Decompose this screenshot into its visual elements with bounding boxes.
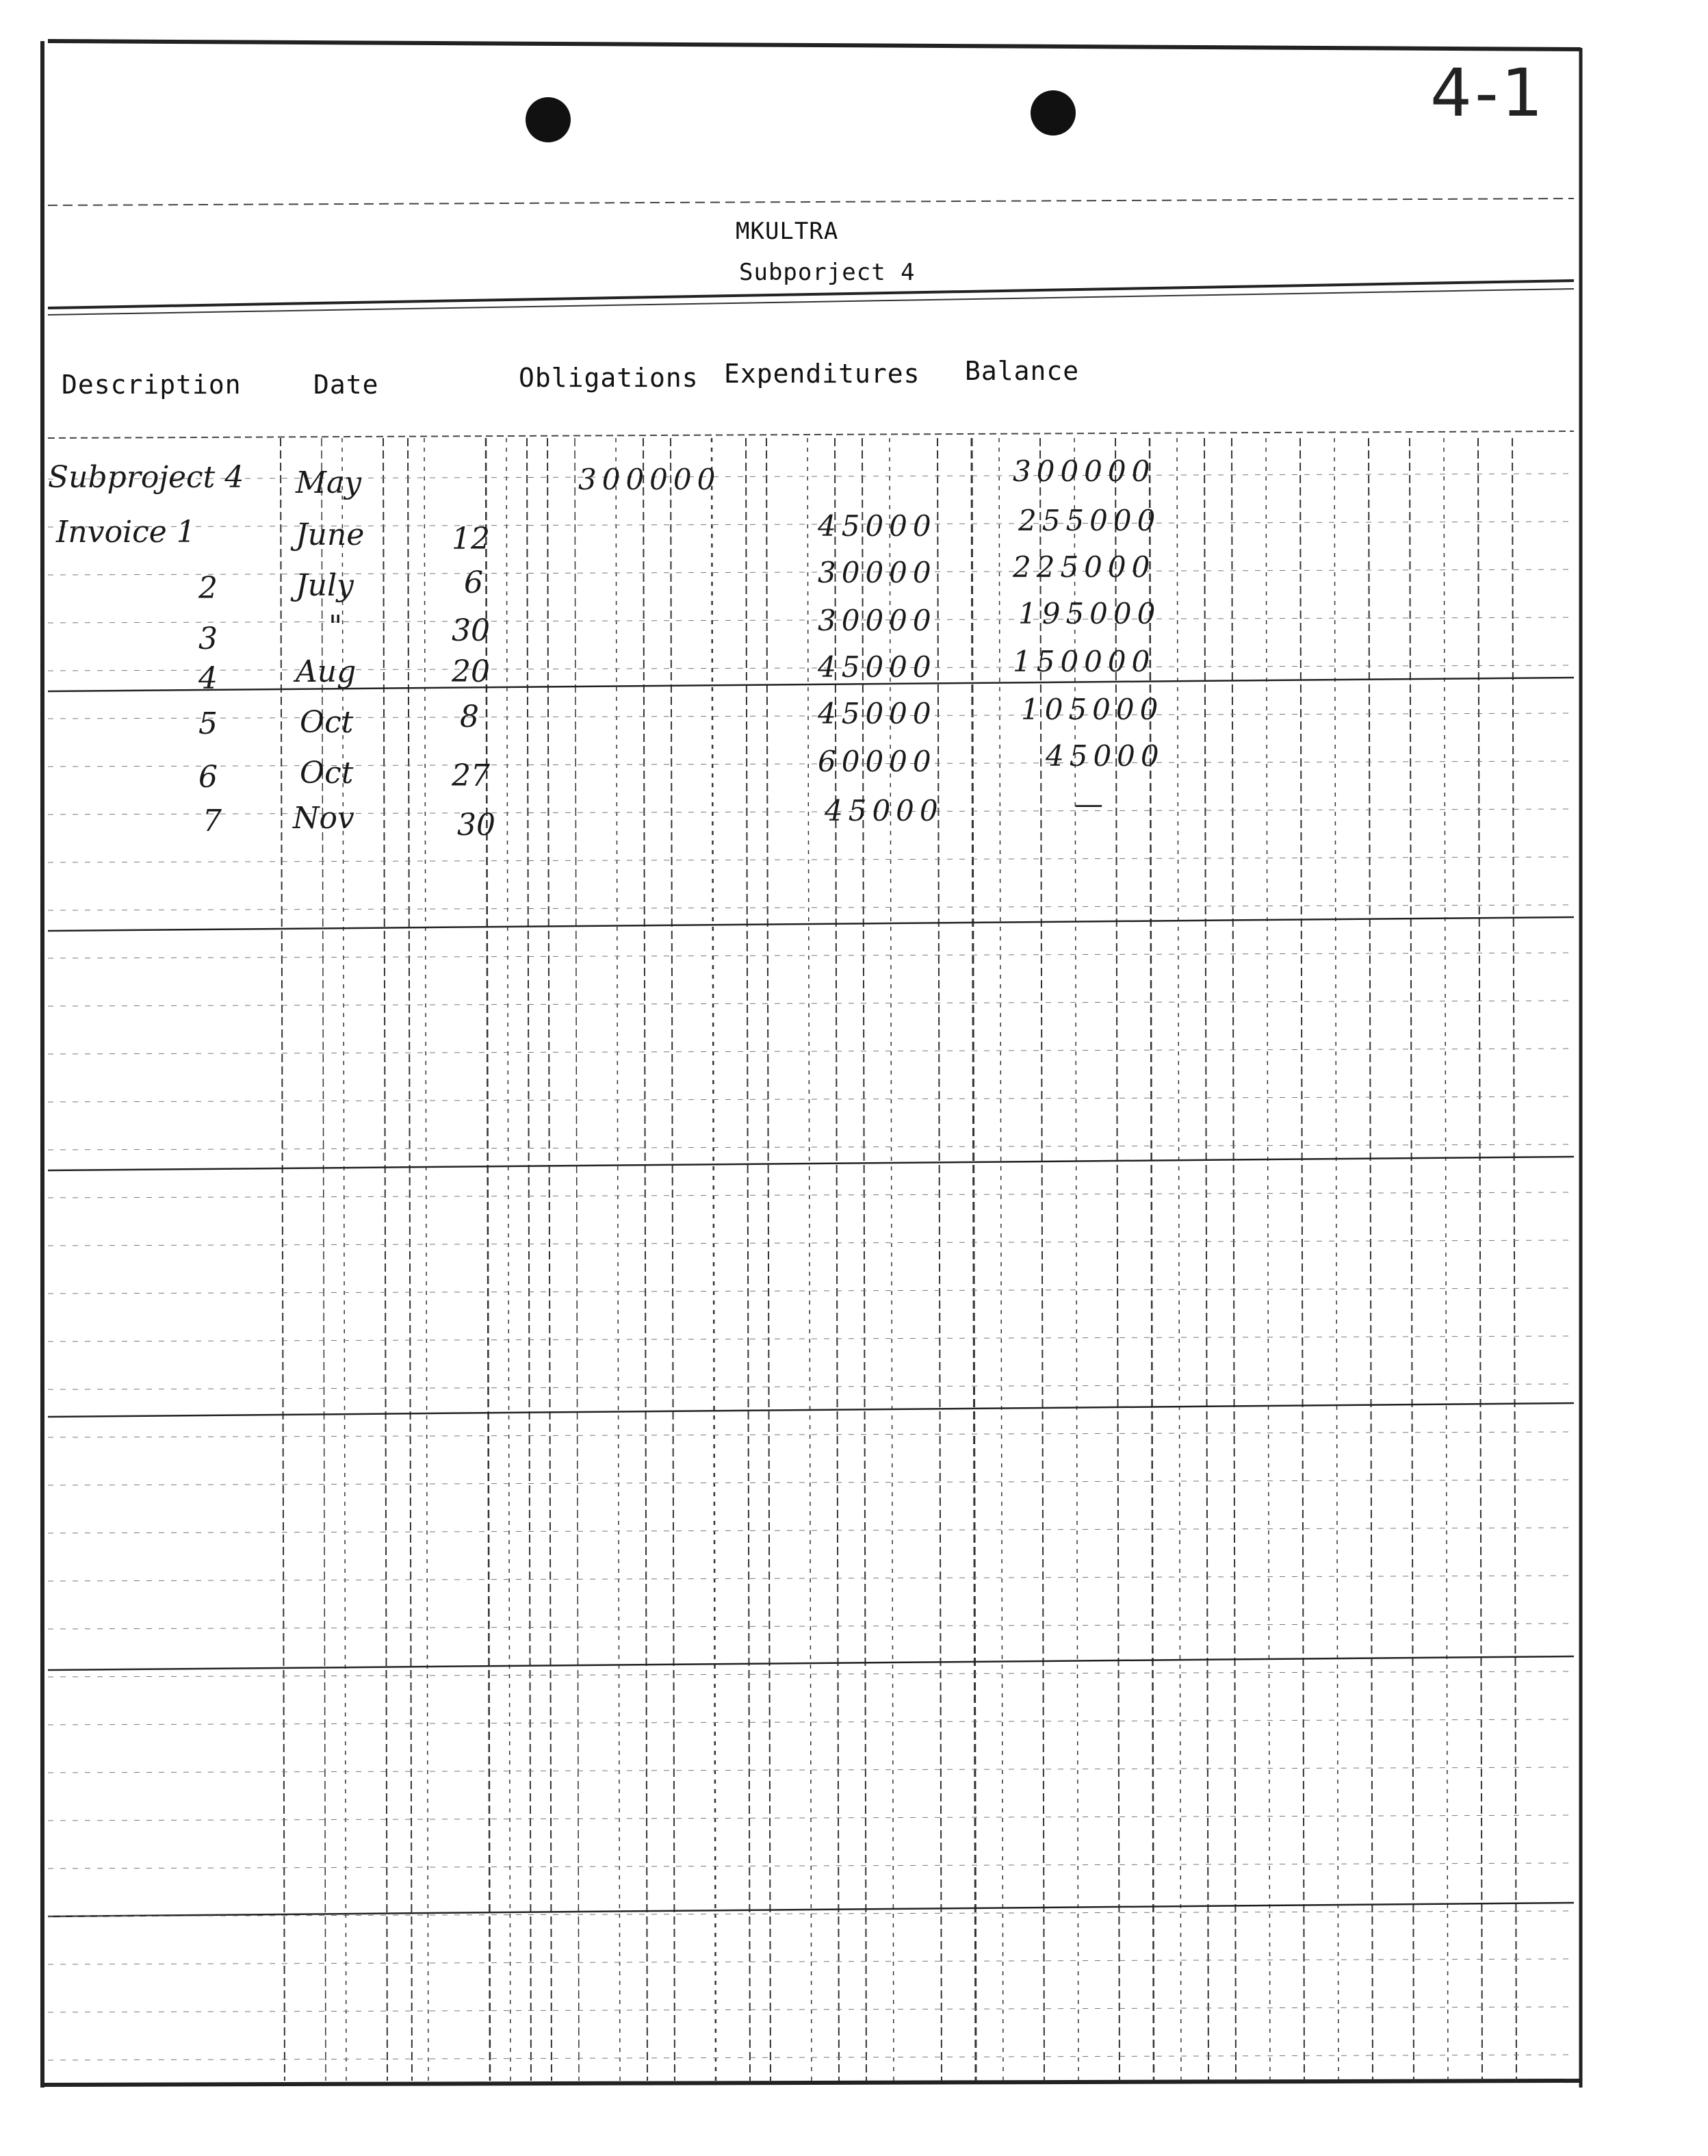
row-rule xyxy=(48,1576,1574,1581)
column-ruling xyxy=(1300,438,1304,2081)
row-expenditures: 30000 xyxy=(818,604,937,637)
column-ruling xyxy=(383,438,387,2081)
column-ruling xyxy=(1444,438,1448,2081)
row-description: 7 xyxy=(203,804,222,838)
block-rule xyxy=(48,678,1574,691)
header-rule-double xyxy=(48,289,1574,315)
row-rule xyxy=(48,617,1574,623)
column-ruling xyxy=(547,438,552,2081)
column-header-expenditures: Expenditures xyxy=(724,359,920,389)
row-balance: 45000 xyxy=(1046,739,1165,773)
column-ruling xyxy=(408,438,412,2081)
column-ruling xyxy=(506,438,510,2081)
column-ruling xyxy=(1150,438,1154,2081)
row-balance: 300000 xyxy=(1013,454,1156,488)
row-balance: 105000 xyxy=(1021,693,1164,726)
row-rule xyxy=(48,857,1574,862)
row-description: Subproject 4 xyxy=(48,460,244,495)
top-border xyxy=(48,41,1581,49)
row-rule xyxy=(48,522,1574,527)
row-day: 27 xyxy=(452,758,490,793)
column-ruling xyxy=(1410,438,1414,2081)
document-subtitle: Subporject 4 xyxy=(739,259,916,286)
row-balance: 255000 xyxy=(1018,504,1161,537)
row-rule xyxy=(48,761,1574,767)
row-rule xyxy=(48,1384,1574,1389)
row-rule xyxy=(48,1528,1574,1533)
punch-hole-right xyxy=(1031,90,1076,136)
row-day: 6 xyxy=(464,565,483,600)
row-balance: 225000 xyxy=(1013,550,1156,584)
column-header-balance: Balance xyxy=(965,356,1080,386)
column-header-obligations: Obligations xyxy=(519,363,699,393)
row-day: 30 xyxy=(452,613,490,648)
column-ruling xyxy=(1266,438,1270,2081)
column-ruling xyxy=(281,438,285,2081)
row-rule xyxy=(48,569,1574,575)
row-day: 20 xyxy=(452,654,490,689)
row-month: July xyxy=(296,568,354,603)
row-balance: 195000 xyxy=(1018,597,1161,630)
column-ruling xyxy=(1232,438,1236,2081)
bottom-border xyxy=(42,2081,1581,2085)
column-ruling xyxy=(424,438,428,2081)
row-expenditures: 45000 xyxy=(818,697,937,730)
row-day: 8 xyxy=(460,700,479,734)
row-description: 5 xyxy=(198,706,218,741)
row-rule xyxy=(48,1001,1574,1006)
row-rule xyxy=(48,1049,1574,1054)
row-description: 4 xyxy=(198,661,218,696)
column-ruling xyxy=(1074,438,1078,2081)
header-rule xyxy=(48,198,1574,205)
row-rule xyxy=(48,953,1574,958)
column-ruling xyxy=(712,438,716,2081)
page-number: 4-1 xyxy=(1430,55,1546,131)
row-obligations: 300000 xyxy=(578,463,721,496)
column-ruling xyxy=(671,438,675,2081)
column-ruling xyxy=(616,438,620,2081)
column-ruling xyxy=(1512,438,1516,2081)
row-expenditures: 60000 xyxy=(818,745,937,778)
row-rule xyxy=(48,1192,1574,1198)
row-month: Oct xyxy=(300,756,354,791)
row-rule xyxy=(48,713,1574,719)
column-header-description: Description xyxy=(62,370,242,400)
row-rule xyxy=(48,1240,1574,1246)
row-rule xyxy=(48,1432,1574,1437)
row-description: 3 xyxy=(198,621,218,656)
column-ruling xyxy=(1040,438,1044,2081)
row-rule xyxy=(48,1480,1574,1485)
block-rule xyxy=(48,1403,1574,1417)
row-expenditures: 30000 xyxy=(818,556,937,589)
row-day: 12 xyxy=(452,522,490,556)
column-ruling xyxy=(1115,438,1120,2081)
column-ruling xyxy=(643,438,647,2081)
row-description: 6 xyxy=(198,760,218,795)
row-balance: — xyxy=(1074,787,1109,821)
row-rule xyxy=(48,1096,1574,1102)
row-month: " xyxy=(328,609,343,644)
row-description: 2 xyxy=(198,571,218,606)
row-month: Aug xyxy=(296,654,357,689)
column-ruling xyxy=(1334,438,1338,2081)
row-description: Invoice 1 xyxy=(56,515,196,550)
column-ruling xyxy=(999,438,1003,2081)
row-expenditures: 45000 xyxy=(825,794,944,827)
row-expenditures: 45000 xyxy=(818,650,937,684)
row-month: June xyxy=(296,517,365,552)
block-rule xyxy=(48,917,1574,931)
row-rule xyxy=(48,2055,1574,2060)
row-rule xyxy=(48,1336,1574,1342)
column-header-rule xyxy=(48,431,1574,438)
row-month: May xyxy=(296,465,362,500)
row-day: 30 xyxy=(457,808,495,843)
row-rule xyxy=(48,905,1574,910)
column-ruling xyxy=(1478,438,1482,2081)
block-rule xyxy=(48,1157,1574,1170)
row-month: Nov xyxy=(293,801,354,836)
column-ruling xyxy=(972,438,976,2081)
row-rule xyxy=(48,809,1574,814)
column-ruling xyxy=(1204,438,1208,2081)
row-rule xyxy=(48,1144,1574,1150)
row-rule xyxy=(48,1288,1574,1294)
column-header-date: Date xyxy=(313,370,379,400)
row-balance: 150000 xyxy=(1013,645,1156,678)
punch-hole-left xyxy=(526,97,571,142)
column-ruling xyxy=(575,438,579,2081)
column-ruling xyxy=(1177,438,1181,2081)
document-title: MKULTRA xyxy=(736,218,839,245)
row-rule xyxy=(48,474,1574,479)
row-month: Oct xyxy=(300,705,354,740)
column-ruling xyxy=(937,438,942,2081)
column-ruling xyxy=(527,438,531,2081)
column-ruling xyxy=(1369,438,1373,2081)
row-rule xyxy=(48,665,1574,671)
row-expenditures: 45000 xyxy=(818,509,937,543)
